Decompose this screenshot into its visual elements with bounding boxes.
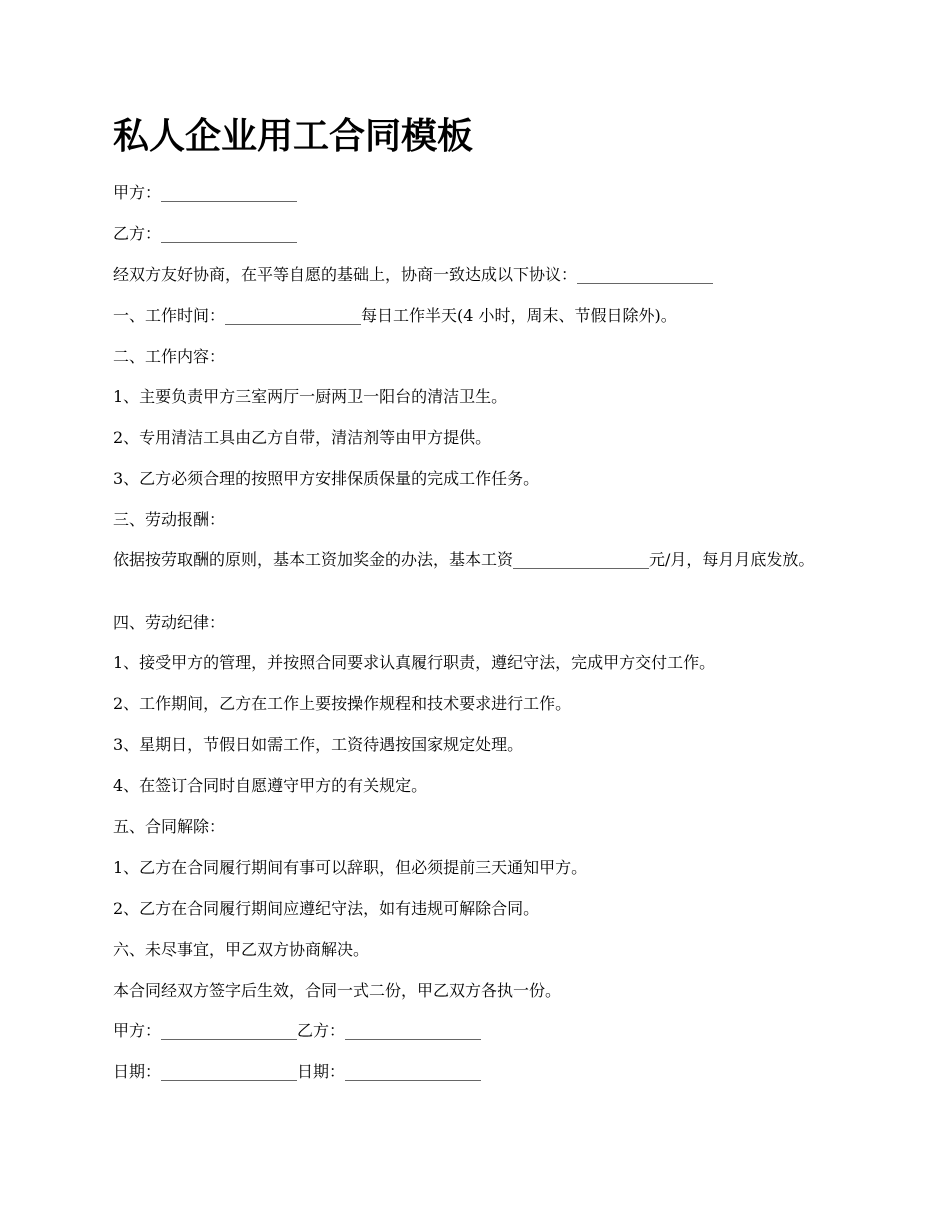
remuneration-paragraph: 依据按劳取酬的原则，基本工资加奖金的办法，基本工资_________________元/月，每月月底发放。 [113, 550, 815, 569]
termination-item: 2、乙方在合同履行期间应遵纪守法，如有违规可解除合同。 [113, 899, 540, 918]
party-b-line: 乙方：_________________ [113, 224, 298, 243]
remuneration-heading: 三、劳动报酬： [113, 510, 226, 529]
work-time-clause: 一、工作时间：_________________每日工作半天(4 小时，周末、节假日除外)。 [113, 306, 677, 325]
date-line: 日期：_________________日期：_________________ [113, 1062, 482, 1081]
discipline-heading: 四、劳动纪律： [113, 613, 226, 632]
work-content-heading: 二、工作内容： [113, 347, 226, 366]
signature-line: 甲方：_________________乙方：_________________ [113, 1021, 482, 1040]
discipline-item: 1、接受甲方的管理，并按照合同要求认真履行职责，遵纪守法，完成甲方交付工作。 [113, 653, 716, 672]
document-title: 私人企业用工合同模板 [113, 115, 474, 157]
termination-item: 1、乙方在合同履行期间有事可以辞职，但必须提前三天通知甲方。 [113, 858, 588, 877]
discipline-item: 2、工作期间，乙方在工作上要按操作规程和技术要求进行工作。 [113, 694, 572, 713]
discipline-item: 4、在签订合同时自愿遵守甲方的有关规定。 [113, 776, 428, 795]
discipline-item: 3、星期日，节假日如需工作，工资待遇按国家规定处理。 [113, 735, 524, 754]
work-content-item: 1、主要负责甲方三室两厅一厨两卫一阳台的清洁卫生。 [113, 387, 508, 406]
other-matters-clause: 六、未尽事宜，甲乙双方协商解决。 [113, 940, 370, 959]
work-content-item: 2、专用清洁工具由乙方自带，清洁剂等由甲方提供。 [113, 428, 492, 447]
intro-paragraph: 经双方友好协商，在平等自愿的基础上，协商一致达成以下协议：_________________ [113, 265, 714, 284]
work-content-item: 3、乙方必须合理的按照甲方安排保质保量的完成工作任务。 [113, 469, 540, 488]
termination-heading: 五、合同解除： [113, 817, 226, 836]
effectiveness-clause: 本合同经双方签字后生效，合同一式二份，甲乙双方各执一份。 [113, 981, 562, 1000]
party-a-line: 甲方：_________________ [113, 183, 298, 202]
